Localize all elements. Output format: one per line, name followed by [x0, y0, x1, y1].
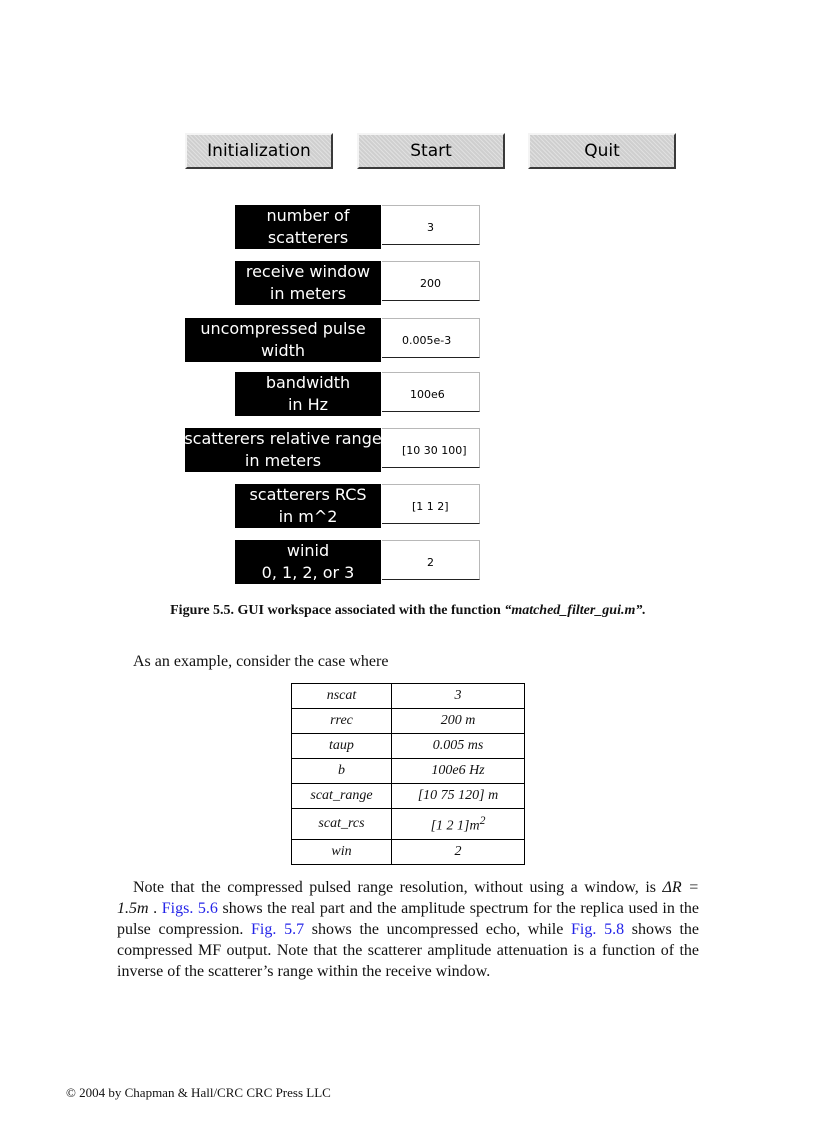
figs-5-6-link[interactable]: Figs. 5.6	[161, 900, 218, 917]
label-line: in m^2	[278, 507, 338, 526]
body-text: shows the compressed MF output. Note that the scatterer amplitude attenuation is a function of the inverse of the scatterer’s range within the receive window.	[117, 921, 699, 980]
label-scatterers-relative-range	[185, 428, 381, 472]
label-winid	[235, 540, 381, 584]
label-uncompressed-pulse-width	[185, 318, 381, 362]
label-line: number of	[266, 206, 350, 225]
table-row	[292, 684, 525, 709]
start-button[interactable]: Start	[357, 133, 505, 169]
param-value: 0.005 ms	[392, 734, 525, 759]
param-name: scat_range	[292, 784, 392, 809]
label-receive-window	[235, 261, 381, 305]
scatterers-rcs-input[interactable]	[382, 484, 480, 524]
label-line: scatterers RCS	[249, 485, 367, 504]
body-text: shows the real part and the amplitude spectrum for the replica used in the pulse compression.	[117, 900, 700, 938]
param-name: rrec	[292, 709, 392, 734]
label-line: in meters	[269, 284, 347, 303]
label-line: in Hz	[287, 395, 329, 414]
fig-5-8-link[interactable]: Fig. 5.8	[571, 921, 625, 938]
label-line: winid	[286, 541, 330, 560]
math-expression: ΔR = 1.5m	[117, 879, 699, 917]
table-row	[292, 709, 525, 734]
initialization-button[interactable]: Initialization	[185, 133, 333, 169]
body-paragraph	[117, 877, 699, 982]
label-line: receive window	[245, 262, 371, 281]
body-text: .	[148, 900, 162, 917]
winid-input[interactable]	[382, 540, 480, 580]
number-of-scatterers-input[interactable]	[382, 205, 480, 245]
caption-prefix: Figure 5.5. GUI workspace associated with the function	[170, 603, 505, 618]
param-name: scat_rcs	[292, 809, 392, 840]
param-value: 100e6 Hz	[392, 759, 525, 784]
scatterers-range-input[interactable]	[382, 428, 480, 468]
param-value: [10 75 120] m	[392, 784, 525, 809]
label-line: bandwidth	[265, 373, 351, 392]
receive-window-input[interactable]	[382, 261, 480, 301]
superscript: 2	[479, 813, 486, 827]
label-bandwidth	[235, 372, 381, 416]
intro-paragraph: As an example, consider the case where	[133, 653, 389, 670]
label-line: scatterers	[267, 228, 349, 247]
table-row	[292, 840, 525, 865]
param-name: taup	[292, 734, 392, 759]
label-line: width	[260, 341, 306, 360]
pulse-width-input[interactable]	[382, 318, 480, 358]
label-number-of-scatterers	[235, 205, 381, 249]
quit-button[interactable]: Quit	[528, 133, 676, 169]
caption-function: “matched_filter_gui.m”.	[504, 603, 646, 618]
label-line: in meters	[244, 451, 322, 470]
label-line: uncompressed pulse	[200, 319, 366, 338]
table-row	[292, 809, 525, 840]
param-value: 2	[392, 840, 525, 865]
label-scatterers-rcs	[235, 484, 381, 528]
body-text: shows the uncompressed echo, while	[304, 921, 572, 938]
param-value: 3	[392, 684, 525, 709]
table-row	[292, 759, 525, 784]
copyright-footer: © 2004 by Chapman & Hall/CRC CRC Press LLC	[66, 1085, 331, 1100]
parameter-table	[291, 683, 525, 865]
table-row	[292, 734, 525, 759]
param-name: nscat	[292, 684, 392, 709]
table-row	[292, 784, 525, 809]
label-line: scatterers relative range	[184, 429, 382, 448]
figure-caption	[0, 603, 816, 619]
param-name: b	[292, 759, 392, 784]
param-value	[392, 809, 525, 840]
fig-5-7-link[interactable]: Fig. 5.7	[251, 921, 305, 938]
label-line: 0, 1, 2, or 3	[261, 563, 355, 582]
param-name: win	[292, 840, 392, 865]
param-value-text: [1 2 1]m	[430, 818, 480, 834]
param-value: 200 m	[392, 709, 525, 734]
bandwidth-input[interactable]	[382, 372, 480, 412]
body-text: Note that the compressed pulsed range resolution, without using a window, is	[133, 879, 663, 896]
